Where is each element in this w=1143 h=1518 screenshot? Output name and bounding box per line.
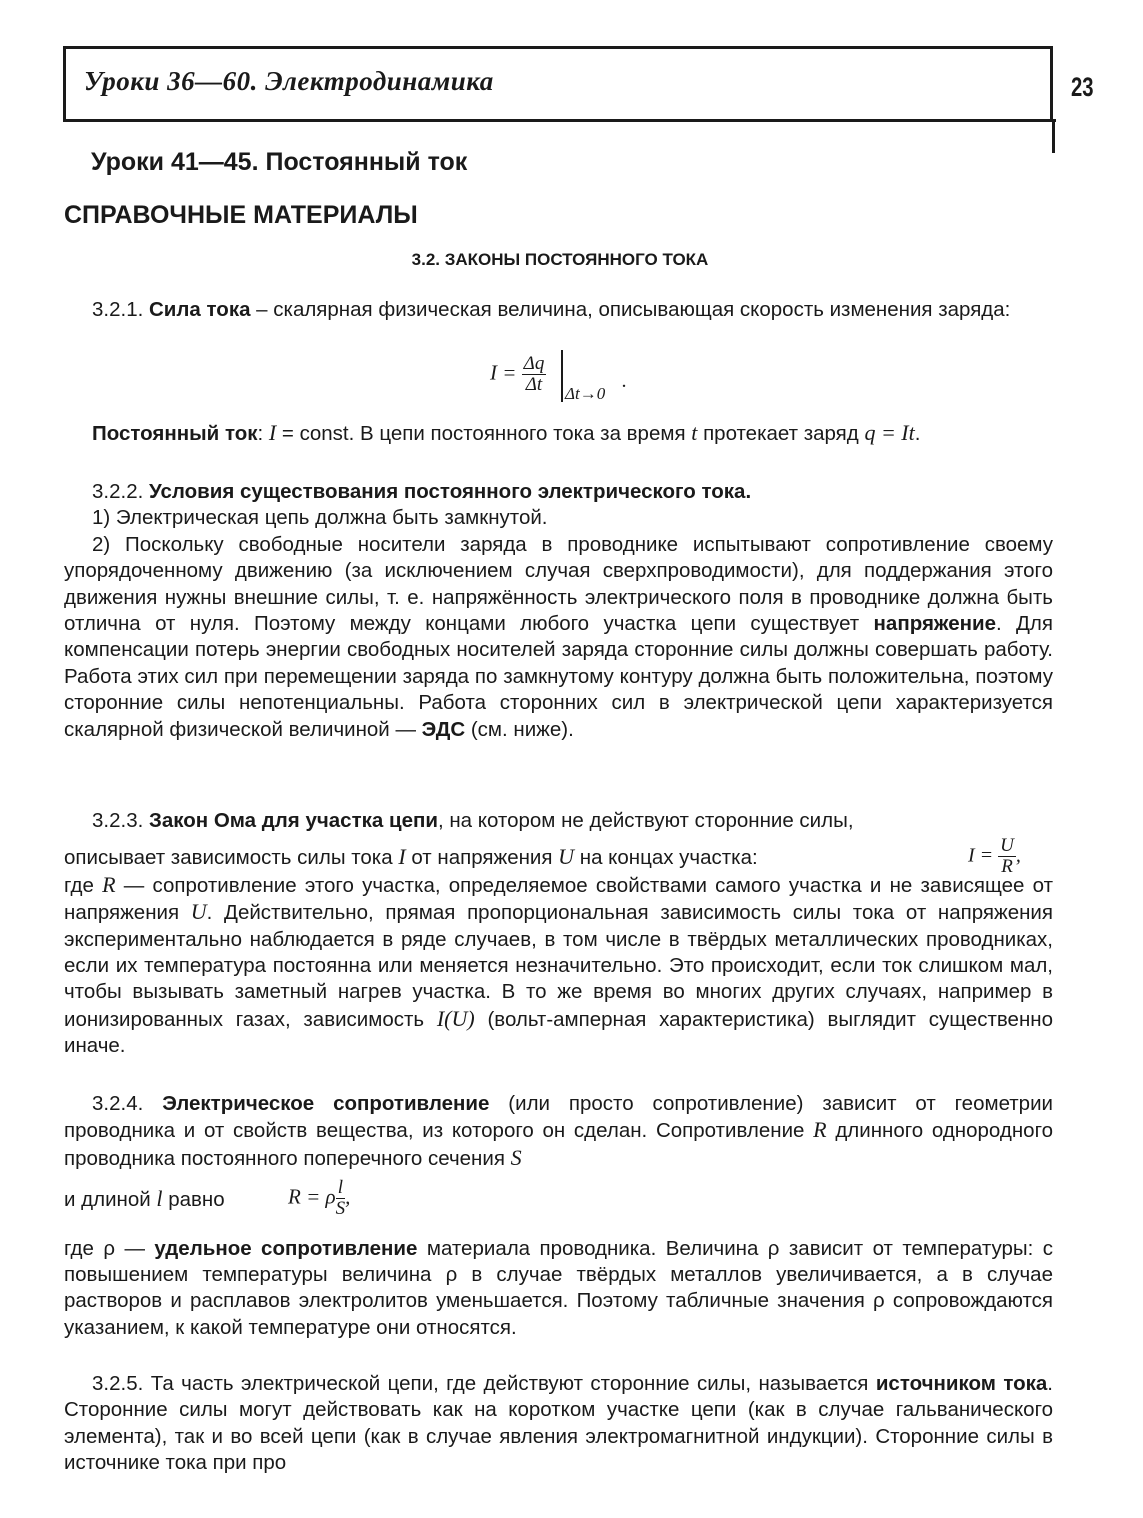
para-text: – скалярная физическая величина, описывающая скорость изменения заряда: [250,298,1011,321]
symbol: R [813,1117,827,1143]
paragraph-3-2-5 [64,1371,1053,1477]
text: от напряжения [405,846,559,870]
line [64,1236,1053,1342]
term: Постоянный ток [92,422,258,445]
formula-fraction [998,836,1016,878]
term: Условия существования постоянного электрического тока. [149,480,752,503]
header-rule [63,119,1056,122]
formula-lhs: I = [968,844,994,867]
text: материала проводника. Величина ρ зависит от температуры: с повышением температуры величина ρ в случае твёрдых металлов увеличивается, а в случае растворов и расплавов электролитов уменьшается. Поэтому табличные значения ρ сопровождаются указанием, к какой температуре они относятся. [64,1236,1053,1339]
page-number: 23 [1071,72,1094,102]
symbol: l [156,1186,163,1212]
text: . Сторонние силы могут действовать как на коротком участке цепи (как в случае гальванического элемента), так и во всей цепи (как в случае явления электромагнитной индукции). Сторонние силы в источнике тока при про [64,1372,1053,1475]
text: где ρ — [64,1236,155,1260]
text: . Действительно, прямая пропорциональная зависимость силы тока от напряжения экспериментально наблюдается в ряде случаев, в том числе в твёрдых металлических проводниках, если их температура постоянна или меняется незначительно. Это происходит, если ток слишком мал, чтобы вызывать заметный нагрев участка. В то же время во многих других случаях, например в ионизированных газах, зависимость [64,901,1053,1031]
para-number: 3.2.1. [92,298,149,321]
paragraph-3-2-3 [64,808,1053,1060]
para-number: 3.2.4. [92,1092,163,1115]
symbol: U [190,899,207,925]
text: равно [162,1188,225,1212]
text: (или просто сопротивление) зависит от геометрии проводника и от свойств вещества, из которого он сделан. Сопротивление [64,1092,1053,1143]
formula-denominator: Δt [525,373,543,395]
text: Та часть электрической цепи, где действуют сторонние силы, называется [150,1372,876,1395]
lesson-title: Уроки 41—45. Постоянный ток [91,148,468,176]
text: — сопротивление этого участка, определяемое свойствами самого участка и не зависящее от напряжения [64,873,1053,925]
term: Электрическое сопротивление [162,1092,490,1115]
list-item [64,532,1053,743]
symbol: q = It [864,420,915,445]
symbol: R [102,871,116,897]
text: 2) Поскольку свободные носители заряда в проводнике испытывают сопротивление своему упорядоченному движению (за исключением случая сверхпроводимости), для поддержания этого движения нужны внешние силы, т. е. напряжённость электрического поля в проводнике должна быть отлична от нуля. Поэтому между концами любого участка цепи существует [64,532,1053,636]
formula-current [490,354,546,396]
term: Сила тока [149,298,251,321]
term: напряжение [873,612,996,636]
formula-lhs: I = [490,360,517,385]
list-item: 1) Электрическая цепь должна быть замкнутой. [92,506,548,530]
text: описывает зависимость силы тока [64,846,399,870]
paragraph-3-2-4 [64,1091,1053,1341]
formula-limit: Δt→0 [565,384,606,403]
formula-resistance: R = ρ $\frac{l}{S}$ , [288,1177,351,1219]
text: и длиной [64,1188,157,1212]
paragraph-3-2-2 [64,479,1053,743]
line [64,1186,1053,1213]
term: Закон Ома для участка цепи [149,809,438,832]
text: где [64,873,103,897]
formula-denominator: R [1001,855,1013,877]
text: = const. В цепи постоянного тока за время [276,422,692,445]
paragraph-3-2-1 [64,297,1053,323]
formula-lhs: R = ρ [288,1184,336,1209]
text: , на котором не действуют сторонние силы, [437,809,854,832]
symbol: I(U) [436,1005,475,1031]
para-number: 3.2.3. [92,809,149,832]
term: удельное сопротивление [154,1236,418,1260]
para-number: 3.2.2. [92,480,149,503]
symbol: I [398,844,406,870]
formula-numerator: U [1000,835,1014,856]
formula-fraction [336,1178,346,1220]
term: ЭДС [421,717,466,741]
section-title [0,250,1120,270]
formula-fraction [522,354,547,396]
symbol: I [268,420,277,445]
text: . Для компенсации потерь энергии свободных носителей заряда сторонние силы должны совершать работу. Работа этих сил при перемещении заряда по замкнутому контуру должна быть положительна, поэтому сторонние силы непотенциальны. Работа сторонних сил в электрической цепи характеризуется скалярной физической величиной — [64,612,1053,741]
header-tick [1052,119,1055,153]
reference-title: СПРАВОЧНЫЕ МАТЕРИАЛЫ [64,201,418,229]
para-number: 3.2.5. [92,1372,151,1395]
text: длинного однородного проводника постоянного поперечного сечения [64,1119,1053,1170]
text: . [914,422,921,445]
symbol: U [558,844,575,870]
formula-ohm: I = $\frac{U}{R}$ , [968,835,1021,877]
formula-numerator: Δq [523,353,545,374]
section-title-text: 3.2. ЗАКОНЫ ПОСТОЯННОГО ТОКА [411,250,709,269]
line [64,872,1053,1060]
running-header: Уроки 36—60. Электродинамика [84,66,494,96]
line [64,844,1053,871]
formula-numerator: l [336,1178,346,1199]
evaluation-bar [561,350,563,402]
text: на концах участка: [574,846,758,870]
formula-denominator: S [335,1197,346,1219]
symbol: S [510,1144,522,1170]
formula-period: . [622,370,627,392]
text: (см. ниже). [465,717,574,741]
text: (вольт-амперная характеристика) выглядит существенно иначе. [64,1007,1053,1058]
text: протекает заряд [697,422,865,445]
text: : [257,422,269,445]
term: источником тока [875,1372,1048,1395]
symbol: t [691,420,698,445]
paragraph-dc [64,420,1053,447]
